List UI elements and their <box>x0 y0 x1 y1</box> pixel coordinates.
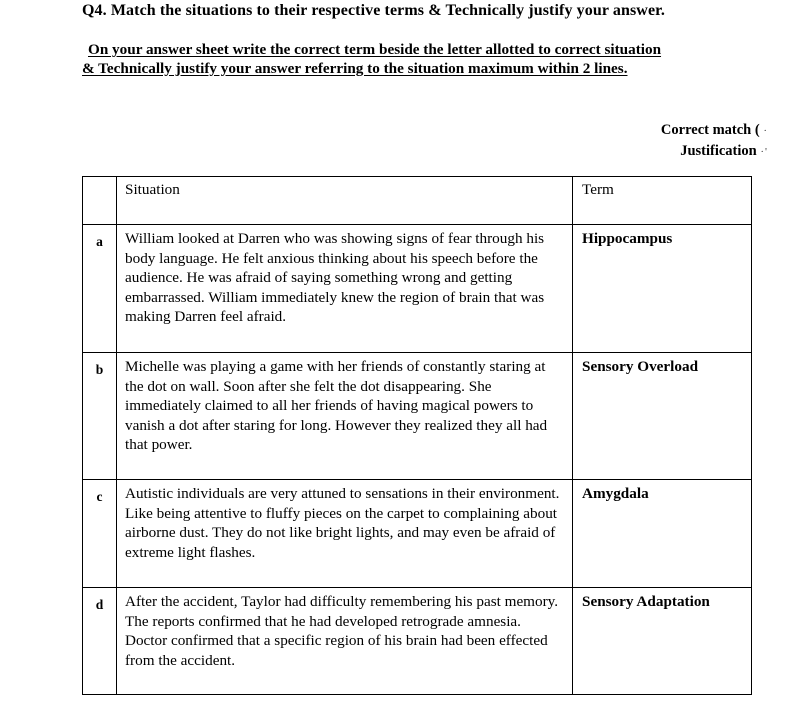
term-text: Amygdala <box>573 480 752 588</box>
header-term: Term <box>573 177 752 225</box>
term-text: Sensory Adaptation <box>573 588 752 695</box>
table-row <box>83 353 752 480</box>
row-letter: a <box>83 225 117 353</box>
term-text: Sensory Overload <box>573 353 752 480</box>
justification-label: Justification <box>680 143 757 159</box>
instruction-block <box>82 40 742 78</box>
correct-match-tail: · <box>763 125 768 137</box>
header-letter-cell <box>83 177 117 225</box>
situation-text: Autistic individuals are very attuned to sensations in their environment. Like being attentive to fluffy pieces on the carpet to complaining about airborne dust. They do not like bright lights, and may even be afraid of extreme light flashes. <box>117 480 573 588</box>
marks-note <box>661 120 768 162</box>
table-row <box>83 588 752 695</box>
row-letter: c <box>83 480 117 588</box>
correct-match-label: Correct match ( <box>660 122 760 138</box>
matching-table <box>82 176 752 695</box>
question-title: Q4. Match the situations to their respective terms & Technically justify your answer. <box>82 2 665 19</box>
row-letter: d <box>83 588 117 695</box>
table-row <box>83 480 752 588</box>
instruction-line-1: On your answer sheet write the correct term beside the letter allotted to correct situation <box>88 41 662 58</box>
table-row <box>83 225 752 353</box>
situation-text: After the accident, Taylor had difficulty remembering his past memory. The reports confirmed that he had developed retrograde amnesia. Doctor confirmed that a specific region of his brain had been effected from the accident. <box>117 588 573 695</box>
table-header-row <box>83 177 752 225</box>
instruction-line-2: & Technically justify your answer referring to the situation maximum within 2 lines. <box>82 60 628 77</box>
justification-tail: ·' <box>760 146 768 158</box>
row-letter: b <box>83 353 117 480</box>
situation-text: William looked at Darren who was showing signs of fear through his body language. He felt anxious thinking about his speech before the audience. He was afraid of saying something wrong and getting embarrassed. William immediately knew the region of brain that was making Darren feel afraid. <box>117 225 573 353</box>
situation-text: Michelle was playing a game with her friends of constantly staring at the dot on wall. Soon after she felt the dot disappearing. She immediately claimed to all her friends of having magical powers to vanish a dot after staring for long. However they realized they all had that power. <box>117 353 573 480</box>
term-text: Hippocampus <box>573 225 752 353</box>
header-situation: Situation <box>117 177 573 225</box>
